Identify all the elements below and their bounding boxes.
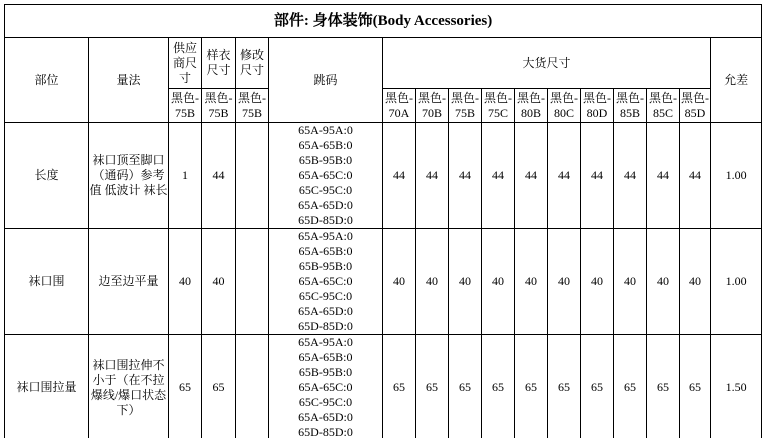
supplier-size-label: 黑色-75B: [169, 89, 202, 123]
header-method: 量法: [89, 38, 169, 123]
part-cell: 袜口围拉量: [5, 335, 89, 438]
table-row: [5, 123, 762, 229]
bulk-size-label: 黑色-75B: [449, 89, 482, 123]
bulk-size-cell: 40: [449, 229, 482, 335]
bulk-size-label: 黑色-75C: [482, 89, 515, 123]
method-cell: 袜口围拉伸不小于（在不拉爆线/爆口状态下）: [89, 335, 169, 438]
grading-rule: 65C-95C:0: [298, 183, 353, 197]
sample-size-cell: 65: [202, 335, 236, 438]
bulk-size-cell: 44: [515, 123, 548, 229]
grading-rule: 65A-65C:0: [298, 274, 353, 288]
header-row: [5, 38, 762, 89]
bulk-size-cell: 40: [614, 229, 647, 335]
tolerance-cell: 1.00: [711, 123, 762, 229]
revised-size-label: 黑色-75B: [236, 89, 269, 123]
bulk-size-cell: 65: [515, 335, 548, 438]
bulk-size-label: 黑色-85D: [680, 89, 711, 123]
grading-rule: 65A-65D:0: [298, 410, 353, 424]
bulk-size-label: 黑色-80B: [515, 89, 548, 123]
tolerance-cell: 1.00: [711, 229, 762, 335]
header-part: 部位: [5, 38, 89, 123]
bulk-size-cell: 40: [515, 229, 548, 335]
part-cell: 袜口围: [5, 229, 89, 335]
grading-rule: 65C-95C:0: [298, 395, 353, 409]
bulk-size-cell: 44: [449, 123, 482, 229]
bulk-size-cell: 65: [614, 335, 647, 438]
revised-size-cell: [236, 229, 269, 335]
grading-rule: 65A-65D:0: [298, 198, 353, 212]
grading-rule: 65B-95B:0: [298, 153, 353, 167]
spec-body: [5, 123, 762, 438]
grading-rule: 65A-65C:0: [298, 380, 353, 394]
header-supplier-size: 供应商尺寸: [169, 38, 202, 89]
bulk-size-label: 黑色-70A: [383, 89, 416, 123]
table-row: [5, 335, 762, 438]
tolerance-cell: 1.50: [711, 335, 762, 438]
bulk-size-cell: 65: [680, 335, 711, 438]
bulk-size-cell: 44: [416, 123, 449, 229]
bulk-size-cell: 44: [548, 123, 581, 229]
grading-rule: 65A-65C:0: [298, 168, 353, 182]
bulk-size-cell: 40: [416, 229, 449, 335]
bulk-size-cell: 65: [416, 335, 449, 438]
bulk-size-cell: 44: [614, 123, 647, 229]
supplier-size-cell: 65: [169, 335, 202, 438]
revised-size-cell: [236, 335, 269, 438]
sample-size-cell: 40: [202, 229, 236, 335]
sample-size-label: 黑色-75B: [202, 89, 236, 123]
header-sample-size: 样衣尺寸: [202, 38, 236, 89]
bulk-size-label: 黑色-80C: [548, 89, 581, 123]
bulk-size-cell: 44: [647, 123, 680, 229]
sample-size-cell: 44: [202, 123, 236, 229]
grading-rule: 65D-85D:0: [298, 425, 353, 438]
bulk-size-label: 黑色-80D: [581, 89, 614, 123]
bulk-size-cell: 40: [383, 229, 416, 335]
grading-cell: [269, 335, 383, 438]
bulk-size-cell: 44: [680, 123, 711, 229]
grading-rule: 65A-95A:0: [298, 335, 353, 349]
spec-table: [4, 4, 762, 438]
grading-cell: [269, 229, 383, 335]
part-cell: 长度: [5, 123, 89, 229]
bulk-size-cell: 65: [383, 335, 416, 438]
bulk-size-cell: 65: [449, 335, 482, 438]
grading-rule: 65D-85D:0: [298, 213, 353, 227]
method-cell: 边至边平量: [89, 229, 169, 335]
method-cell: 袜口顶至脚口（通码）参考值 低波计 袜长: [89, 123, 169, 229]
title-row: [5, 5, 762, 38]
grading-rule: 65A-95A:0: [298, 229, 353, 243]
bulk-size-cell: 40: [647, 229, 680, 335]
header-revised-size: 修改尺寸: [236, 38, 269, 89]
bulk-size-cell: 65: [548, 335, 581, 438]
header-bulk-size: 大货尺寸: [383, 38, 711, 89]
bulk-size-cell: 40: [581, 229, 614, 335]
grading-rule: 65D-85D:0: [298, 319, 353, 333]
supplier-size-cell: 1: [169, 123, 202, 229]
bulk-size-cell: 40: [548, 229, 581, 335]
header-grading: 跳码: [269, 38, 383, 123]
grading-rule: 65C-95C:0: [298, 289, 353, 303]
grading-rule: 65B-95B:0: [298, 365, 353, 379]
grading-rule: 65A-65B:0: [298, 244, 353, 258]
grading-rule: 65A-65D:0: [298, 304, 353, 318]
bulk-size-cell: 44: [383, 123, 416, 229]
grading-rule: 65A-95A:0: [298, 123, 353, 137]
table-row: [5, 229, 762, 335]
bulk-size-cell: 44: [581, 123, 614, 229]
grading-rule: 65A-65B:0: [298, 350, 353, 364]
table-title: 部件: 身体装饰(Body Accessories): [5, 5, 762, 38]
bulk-size-cell: 40: [680, 229, 711, 335]
bulk-size-label: 黑色-85C: [647, 89, 680, 123]
bulk-size-cell: 40: [482, 229, 515, 335]
bulk-size-cell: 44: [482, 123, 515, 229]
bulk-size-cell: 65: [482, 335, 515, 438]
grading-rule: 65B-95B:0: [298, 259, 353, 273]
supplier-size-cell: 40: [169, 229, 202, 335]
header-tolerance: 允差: [711, 38, 762, 123]
revised-size-cell: [236, 123, 269, 229]
bulk-size-cell: 65: [581, 335, 614, 438]
bulk-size-label: 黑色-70B: [416, 89, 449, 123]
bulk-size-label: 黑色-85B: [614, 89, 647, 123]
grading-cell: [269, 123, 383, 229]
bulk-size-cell: 65: [647, 335, 680, 438]
grading-rule: 65A-65B:0: [298, 138, 353, 152]
